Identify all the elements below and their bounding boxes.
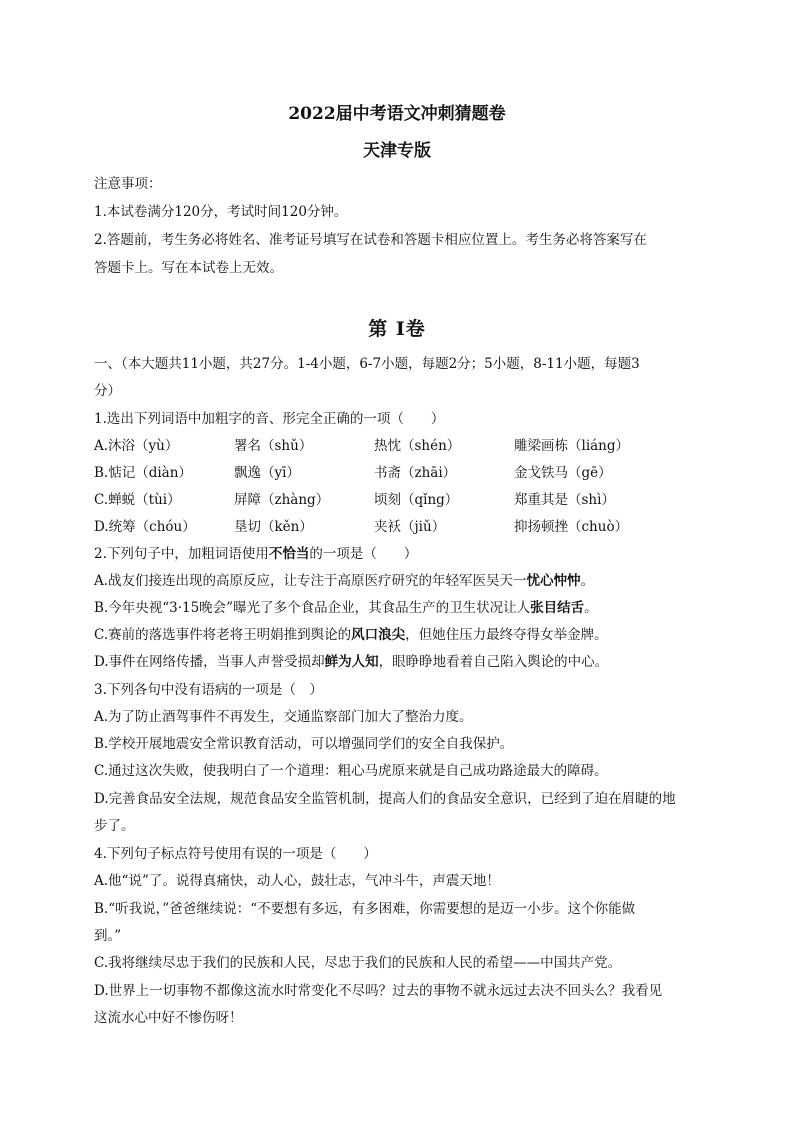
q3-option-d-line-1: D.完善食品安全法规，规范食品安全监管机制，提高人们的食品安全意识，已经到了迫在眉睫的地 (94, 791, 676, 807)
q3-option-a: A.为了防止酒驾事件不再发生，交通监察部门加大了整治力度。 (94, 709, 473, 725)
q2-stem-bold: 不恰当 (268, 546, 310, 562)
notice-heading: 注意事项： (94, 176, 162, 192)
q4-option-b-line-1: B.“听我说，”爸爸继续说：“不要想有多远，有多困难，你需要想的是迈一小步。这个你能做 (94, 901, 636, 917)
notice-item-2-line-2: 答题卡上。写在本试卷上无效。 (94, 260, 283, 276)
q1-d-4: 抑扬顿挫（chuò） (514, 519, 629, 535)
q1-stem: 1.选出下列词语中加粗字的音、形完全正确的一项（ ） (94, 411, 445, 427)
q3-option-d-line-2: 步了。 (94, 818, 135, 834)
q4-option-a: A.他“说”了。说得真痛快，动人心，鼓壮志，气冲斗牛，声震天地！ (94, 873, 500, 889)
q2-a-text: A.战友们接连出现的高原反应，让专注于高原医疗研究的年轻军医吴天一 (94, 573, 527, 589)
q4-option-b-line-2: 到。” (94, 928, 122, 944)
q2-b-bold: 张目结舌 (530, 600, 585, 616)
q4-stem: 4.下列句子标点符号使用有误的一项是（ ） (94, 846, 377, 862)
q3-option-b: B.学校开展地震安全常识教育活动，可以增强同学们的安全自我保护。 (94, 736, 514, 752)
notice-item-1: 1.本试卷满分120分，考试时间120分钟。 (94, 204, 348, 220)
q2-stem-tail: 的一项是（ ） (309, 546, 418, 562)
q2-d-tail: ，眼睁睁地看着自己陷入舆论的中心。 (378, 654, 609, 670)
q1-c-1: C.蝉蜕（tùi） (94, 492, 181, 508)
q1-a-4: 雕梁画栋（liáng） (514, 438, 630, 454)
q2-b-text: B.今年央视“3·15晚会”曝光了多个食品企业，其食品生产的卫生状况让人 (94, 600, 531, 616)
section-intro-line-2: 分） (94, 383, 121, 399)
q2-c-tail: ，但她住压力最终夺得女举金牌。 (405, 627, 608, 643)
q2-c-text: C.赛前的落选事件将老将王明娟推到舆论的 (94, 627, 352, 643)
q1-d-2: 垦切（kěn） (234, 519, 313, 535)
q1-b-3: 书斋（zhāi） (374, 465, 457, 481)
q3-stem: 3.下列各句中没有语病的一项是（ ） (94, 682, 323, 698)
q1-b-4: 金戈铁马（gē） (514, 465, 612, 481)
q4-option-c: C.我将继续尽忠于我们的民族和人民，尽忠于我们的民族和人民的希望——中国共产党。 (94, 955, 622, 971)
q1-c-3: 顷刻（qǐng） (374, 492, 459, 508)
q4-option-d-line-2: 这流水心中好不惨伤呀！ (94, 1010, 243, 1026)
q1-a-3: 热忱（shén） (374, 438, 461, 454)
notice-item-2-line-1: 2.答题前，考生务必将姓名、准考证号填写在试卷和答题卡相应位置上。考生务必将答案写在 (94, 232, 647, 248)
exam-title: 2022届中考语文冲刺猜题卷 (288, 104, 506, 124)
q4-option-d-line-1: D.世界上一切事物不都像这流水时常变化不尽吗？过去的事物不就永远过去决不回头么？我看见 (94, 983, 663, 999)
q2-stem (94, 544, 417, 564)
q1-a-1: A.沐浴（yù） (94, 438, 179, 454)
q2-option-d (94, 652, 608, 672)
q2-stem-text: 2.下列句子中，加粗词语使用 (94, 546, 269, 562)
q1-a-2: 署名（shǔ） (234, 438, 313, 454)
q2-a-tail: 。 (580, 573, 595, 589)
q2-option-b (94, 598, 598, 618)
q2-option-c (94, 625, 608, 645)
q1-c-2: 屏障（zhàng） (234, 492, 330, 508)
q1-d-3: 夹袄（jiǔ） (374, 519, 446, 535)
section-title: 第 I卷 (368, 318, 426, 340)
q3-option-c: C.通过这次失败，使我明白了一个道理：粗心马虎原来就是自己成功路途最大的障碍。 (94, 763, 608, 779)
section-intro-line-1: 一、（本大题共11小题，共27分。1-4小题，6-7小题，每题2分；5小题，8-11小题，每题3 (94, 356, 640, 372)
q2-c-bold: 风口浪尖 (351, 627, 406, 643)
q1-c-4: 郑重其是（shì） (514, 492, 615, 508)
q2-option-a (94, 571, 594, 591)
q2-d-bold: 鲜为人知 (324, 654, 379, 670)
q1-b-2: 飘逸（yī） (234, 465, 300, 481)
q2-a-bold: 忧心忡忡 (526, 573, 581, 589)
q2-d-text: D.事件在网络传播，当事人声誉受损却 (94, 654, 325, 670)
q1-b-1: B.惦记（diàn） (94, 465, 192, 481)
q1-d-1: D.统筹（chóu） (94, 519, 196, 535)
q2-b-tail: 。 (584, 600, 598, 616)
exam-subtitle: 天津专版 (363, 141, 431, 161)
